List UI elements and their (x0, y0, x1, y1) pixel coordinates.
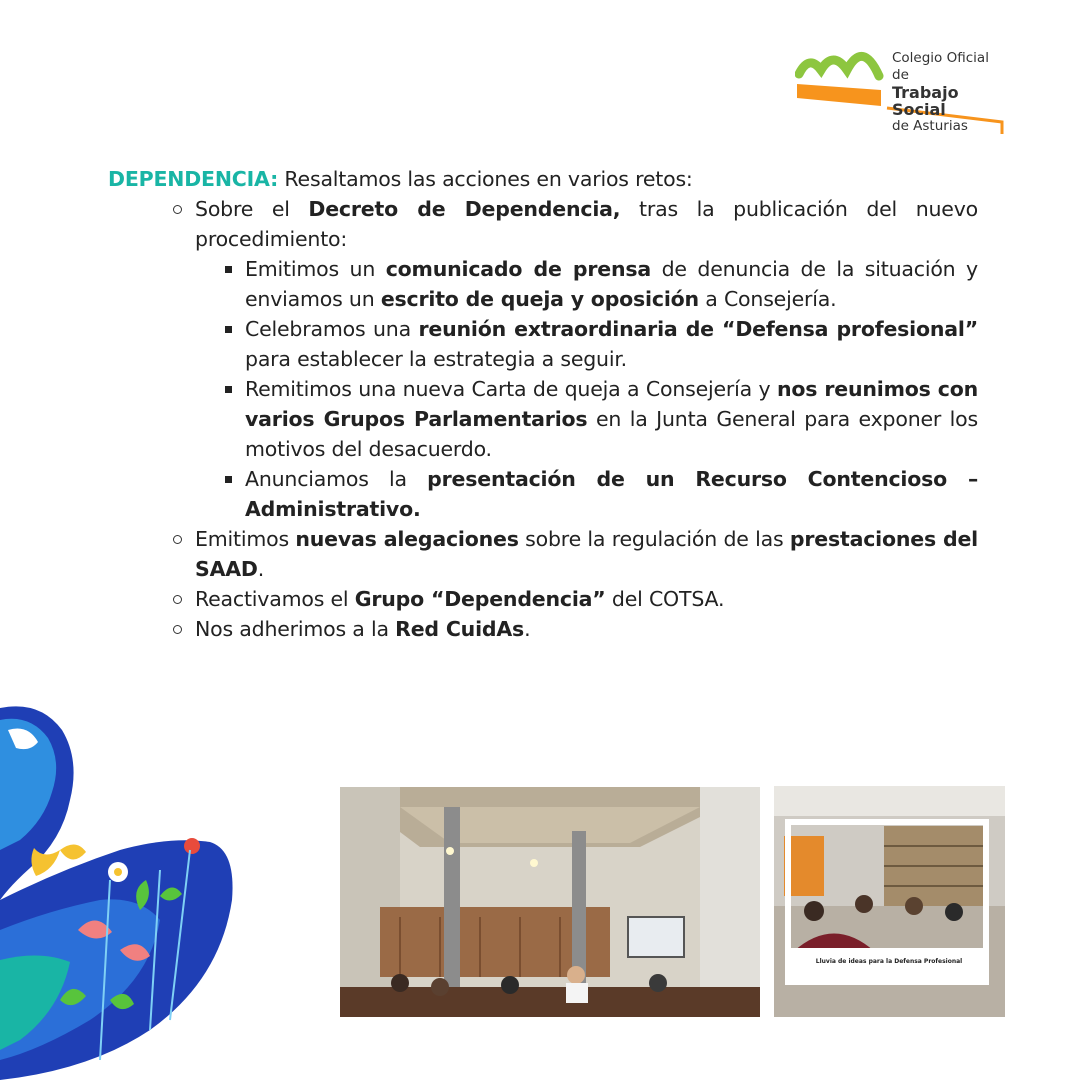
bold-fragment: Decreto de Dependencia, (308, 197, 621, 221)
list-item-alegaciones (195, 524, 978, 584)
text-fragment: en la Junta General para exponer los motivos del desacuerdo. (245, 407, 978, 461)
sub-item-comunicado (245, 254, 978, 314)
list-item-red (195, 614, 978, 644)
text-fragment: del COTSA. (605, 587, 725, 611)
profile-flowers-illustration (0, 700, 240, 1080)
text-fragment: Sobre el (195, 197, 309, 221)
brainstorm-image-icon (774, 786, 1005, 1017)
bold-fragment: escrito de queja y oposición (380, 287, 699, 311)
logo-text (892, 50, 1010, 135)
list-item-grupo (195, 584, 978, 614)
defensa-profesional-photo (774, 786, 1005, 1017)
text-fragment: Remitimos una nueva Carta de queja a Consejería y (245, 377, 777, 401)
bold-fragment: nos reunimos con varios Grupos Parlamentarios (245, 377, 978, 431)
text-fragment: a Consejería. (698, 287, 837, 311)
text-fragment: sobre la regulación de las (518, 527, 790, 551)
sub-item-reunion (245, 314, 978, 374)
sub-item-recurso (245, 464, 978, 524)
text-fragment: Nos adherimos a la (195, 617, 396, 641)
bold-fragment: prestaciones del SAAD (195, 527, 979, 581)
sub-item-carta (245, 374, 978, 464)
heading-text: Resaltamos las acciones en varios retos: (278, 167, 693, 191)
main-content (108, 164, 978, 644)
cotsa-logo (795, 44, 1010, 139)
logo-line-3: de Asturias (892, 118, 968, 134)
bold-fragment: Red CuidAs (395, 617, 525, 641)
text-fragment: para establecer la estrategia a seguir. (245, 347, 627, 371)
bold-fragment: nuevas alegaciones (295, 527, 519, 551)
text-fragment: . (257, 557, 265, 581)
text-fragment: Reactivamos el (195, 587, 355, 611)
photo-caption: Lluvia de ideas para la Defensa Profesional (815, 958, 963, 965)
bold-fragment: reunión extraordinaria de “Defensa profesional” (418, 317, 978, 341)
meeting-room-photo (340, 787, 760, 1017)
logo-line-2: Trabajo Social (892, 83, 959, 119)
text-fragment: Emitimos (195, 527, 296, 551)
meeting-room-image-icon (340, 787, 760, 1017)
bold-fragment: Grupo “Dependencia” (354, 587, 606, 611)
section-heading (108, 164, 978, 194)
list-item-decreto (195, 194, 978, 254)
text-fragment: de denuncia de la situación y enviamos un (245, 257, 978, 311)
text-fragment: Celebramos una (245, 317, 419, 341)
heading-keyword: DEPENDENCIA: (108, 167, 279, 191)
text-fragment: Anunciamos la (245, 467, 428, 491)
text-fragment: . (524, 617, 531, 641)
text-fragment: tras la publicación del nuevo procedimiento: (195, 197, 978, 251)
profile-flowers-icon (0, 700, 240, 1080)
bold-fragment: comunicado de prensa (385, 257, 651, 281)
text-fragment: Emitimos un (245, 257, 386, 281)
bold-fragment: presentación de un Recurso Contencioso – Administrativo. (245, 467, 978, 521)
logo-line-1: Colegio Oficial de (892, 50, 989, 83)
